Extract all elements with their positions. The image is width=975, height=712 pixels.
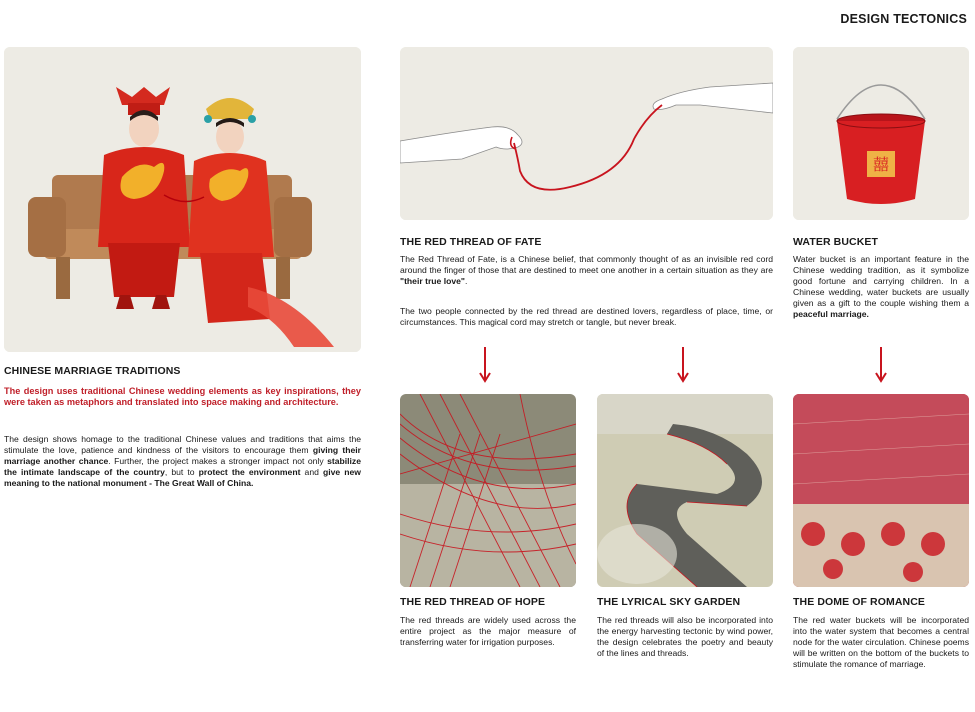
tradition-heading: CHINESE MARRIAGE TRADITIONS bbox=[4, 365, 181, 377]
sky-garden-heading: THE LYRICAL SKY GARDEN bbox=[597, 596, 741, 608]
fate-paragraph-2: The two people connected by the red thread are destined lovers, regardless of place, time, or circumstances. This magical cord may stretch or tangle, but never break. bbox=[400, 306, 773, 327]
fate-heading: THE RED THREAD OF FATE bbox=[400, 236, 542, 248]
down-arrow-icon bbox=[676, 347, 690, 383]
hope-heading: THE RED THREAD OF HOPE bbox=[400, 596, 546, 608]
page-title: DESIGN TECTONICS bbox=[840, 12, 967, 26]
fate-paragraph-1: The Red Thread of Fate, is a Chinese belief, that commonly thought of as an invisible red cord around the finger of those that are destined to meet one another in a certain situation as they are "their true love". bbox=[400, 254, 773, 286]
sky-garden-body: The red threads will also be incorporated into the energy harvesting tectonic by wind power, the design celebrates the poetry and beauty of the lines and threads. bbox=[597, 615, 773, 658]
tradition-lead: The design uses traditional Chinese wedding elements as key inspirations, they were taken as metaphors and translated into space making and architecture. bbox=[4, 386, 361, 408]
water-bucket-image bbox=[793, 47, 969, 220]
down-arrow-icon bbox=[478, 347, 492, 383]
red-thread-hands-image bbox=[400, 47, 773, 220]
dome-body: The red water buckets will be incorporated into the water system that becomes a central node for the water circulation. Chinese poems will be written on the bottom of the buckets to stimulate the romance of marriage. bbox=[793, 615, 969, 669]
hope-body: The red threads are widely used across the entire project as the major measure of transferring water for irrigation purposes. bbox=[400, 615, 576, 647]
bucket-heading: WATER BUCKET bbox=[793, 236, 878, 248]
bucket-body: Water bucket is an important feature in the Chinese wedding tradition, as it symbolize good fortune and carrying children. In a Chinese wedding, water buckets are usually given as a gift to the couple wishing them a peaceful marriage. bbox=[793, 254, 969, 319]
dome-heading: THE DOME OF ROMANCE bbox=[793, 596, 925, 608]
lyrical-sky-garden-image bbox=[597, 394, 773, 587]
svg-text:囍: 囍 bbox=[872, 155, 890, 174]
down-arrow-icon bbox=[874, 347, 888, 383]
couple-illustration bbox=[4, 47, 361, 352]
tradition-body: The design shows homage to the traditional Chinese values and traditions that aims the stimulate the love, patience and kindness of the visitors to encourage them giving their marriage another chance. Further, the project makes a stronger impact not only stabilize the intimate landscape of the country, but to protect the environment and give new meaning to the national monument - The Great Wall of China. bbox=[4, 434, 361, 488]
red-thread-hope-image bbox=[400, 394, 576, 587]
dome-of-romance-image bbox=[793, 394, 969, 587]
